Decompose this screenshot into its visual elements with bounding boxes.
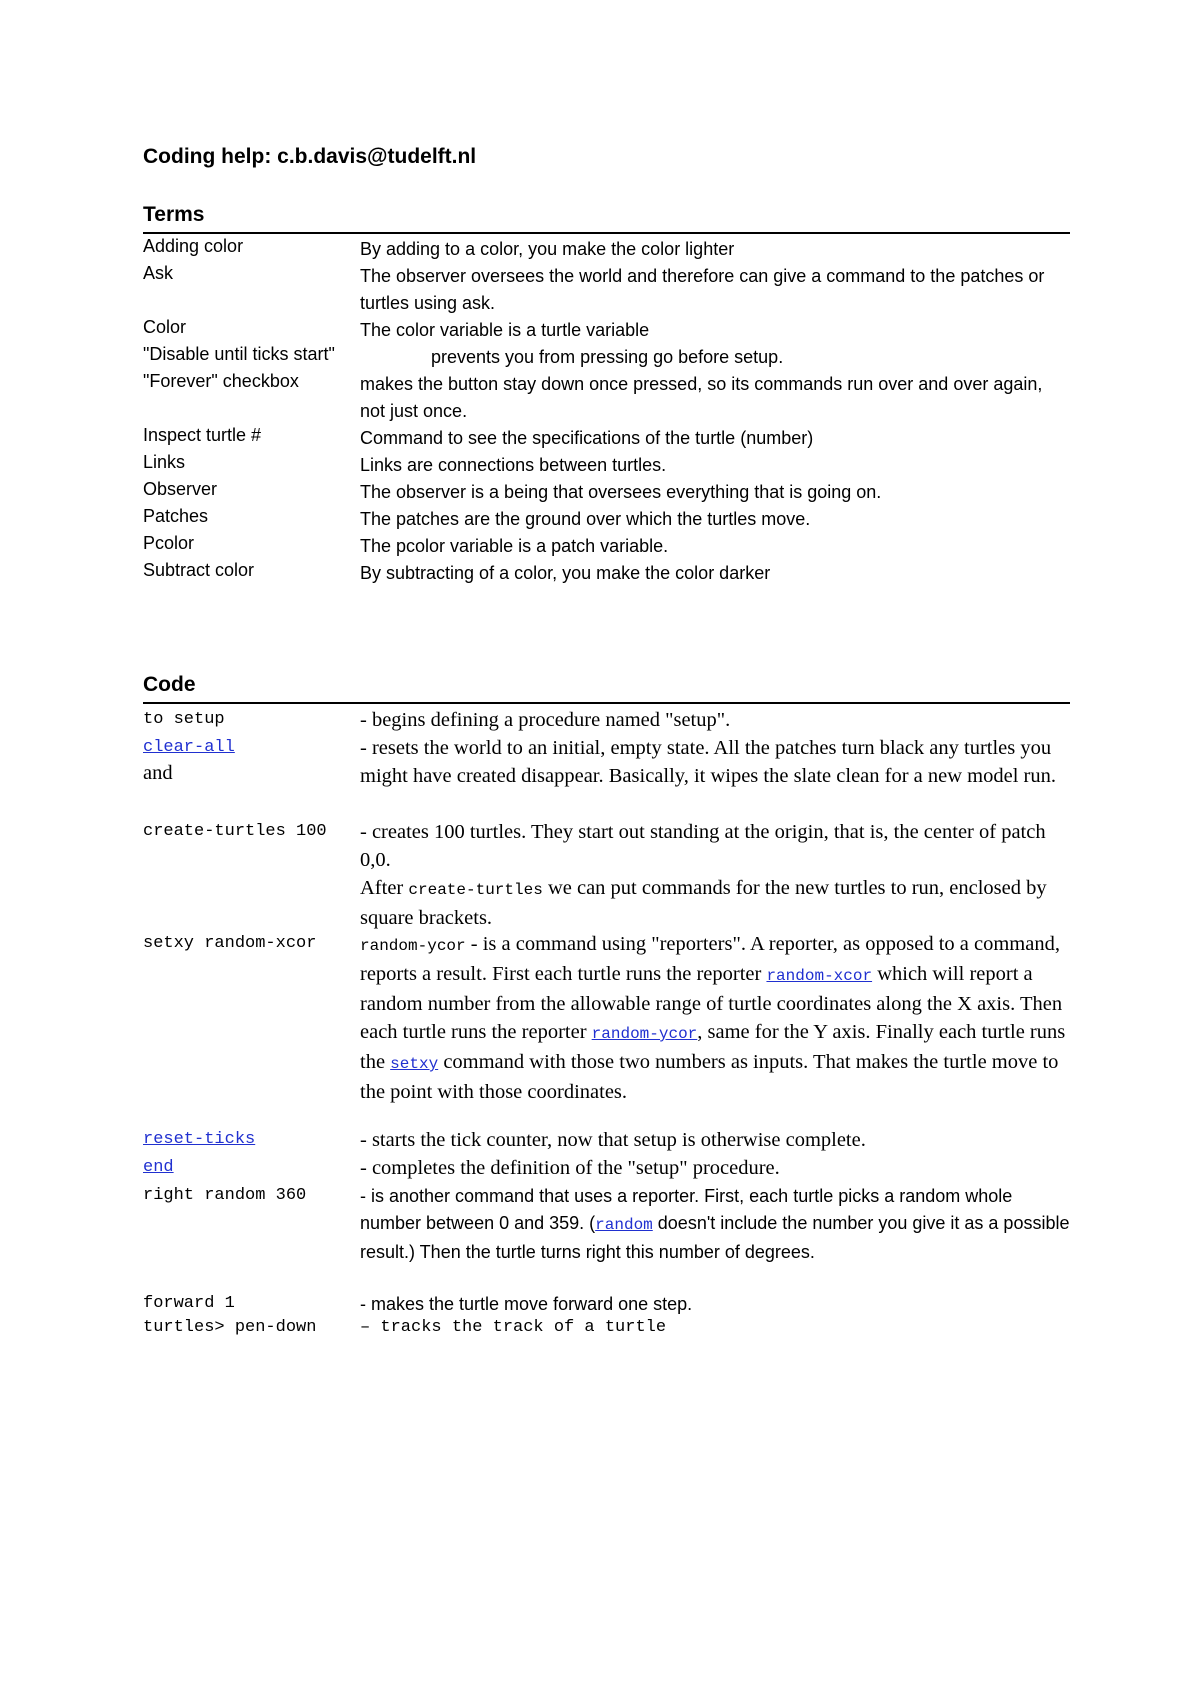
code-snippet: forward 1	[143, 1294, 235, 1313]
term-label: "Forever" checkbox	[143, 371, 299, 391]
term-label: Links	[143, 452, 186, 472]
code-snippet: create-turtles 100	[143, 822, 327, 841]
code-text: which will report a random number from the allowable range of turtle coordinates along the X axis. Then each turtle runs the reporter	[360, 963, 1063, 1043]
reset-ticks-link[interactable]: reset-ticks	[143, 1130, 256, 1149]
term-label: Color	[143, 317, 187, 337]
code-description: - begins defining a procedure named "setup".	[360, 709, 731, 731]
term-description: The patches are the ground over which the turtles move.	[360, 509, 811, 529]
inline-code: create-turtles	[408, 881, 543, 899]
term-description: The observer oversees the world and therefore can give a command to the patches or turtles using ask.	[360, 266, 1045, 313]
term-label: Subtract color	[143, 560, 255, 580]
term-label: Ask	[143, 263, 174, 283]
code-title: Code	[143, 673, 196, 696]
term-description: The color variable is a turtle variable	[360, 320, 650, 340]
clear-all-link[interactable]: clear-all	[143, 738, 235, 757]
inline-code: random-ycor	[360, 937, 466, 955]
code-text: - is another command that uses a reporter. First, each turtle picks a random whole number between 0 and 359. (	[360, 1186, 1013, 1233]
code-snippet: and	[143, 762, 173, 784]
code-description	[360, 930, 1072, 1106]
code-description: - starts the tick counter, now that setup is otherwise complete.	[360, 1129, 866, 1151]
page-heading: Coding help: c.b.davis@tudelft.nl	[143, 145, 477, 168]
term-description: Command to see the specifications of the turtle (number)	[360, 428, 814, 448]
code-text: doesn't include the number you give it as a possible result.) Then the turtle turns right this number of degrees.	[360, 1213, 1070, 1262]
code-description: - makes the turtle move forward one step.	[360, 1294, 693, 1314]
term-description: By adding to a color, you make the color lighter	[360, 239, 735, 259]
code-divider	[143, 702, 1070, 704]
code-description	[360, 874, 1072, 932]
code-description: – tracks the track of a turtle	[360, 1318, 667, 1337]
term-description: The pcolor variable is a patch variable.	[360, 536, 669, 556]
code-description: - resets the world to an initial, empty state. All the patches turn black any turtles you might have created disappear. Basically, it wipes the slate clean for a new model run.	[360, 737, 1056, 787]
code-text: After	[360, 877, 409, 899]
term-description: The observer is a being that oversees everything that is going on.	[360, 482, 882, 502]
code-snippet: setxy random-xcor	[143, 934, 317, 953]
term-description: makes the button stay down once pressed, so its commands run over and over again, not just once.	[360, 374, 1043, 421]
term-label: Pcolor	[143, 533, 195, 553]
code-text: command with those two numbers as inputs. That makes the turtle move to the point with those coordinates.	[360, 1051, 1059, 1103]
term-label: Adding color	[143, 236, 244, 256]
term-description: prevents you from pressing go before setup.	[431, 347, 784, 367]
code-description: - completes the definition of the "setup" procedure.	[360, 1157, 780, 1179]
end-link[interactable]: end	[143, 1158, 174, 1177]
term-label: "Disable until ticks start"	[143, 344, 335, 364]
random-ycor-link[interactable]: random-ycor	[591, 1025, 698, 1043]
term-label: Inspect turtle #	[143, 425, 262, 445]
random-link[interactable]: random	[595, 1216, 653, 1234]
terms-title: Terms	[143, 203, 205, 226]
term-description: Links are connections between turtles.	[360, 455, 667, 475]
term-label: Patches	[143, 506, 209, 526]
code-text: we can put commands for the new turtles to run, enclosed by square brackets.	[360, 877, 1047, 929]
code-snippet: right random 360	[143, 1186, 307, 1205]
code-snippet: turtles> pen-down	[143, 1318, 317, 1337]
term-description: By subtracting of a color, you make the color darker	[360, 563, 771, 583]
setxy-link[interactable]: setxy	[390, 1055, 439, 1073]
code-snippet: to setup	[143, 710, 225, 729]
code-description	[360, 1183, 1072, 1266]
term-label: Observer	[143, 479, 218, 499]
code-description: - creates 100 turtles. They start out standing at the origin, that is, the center of patch 0,0.	[360, 821, 1046, 871]
random-xcor-link[interactable]: random-xcor	[766, 967, 873, 985]
code-text: , same for the Y axis. Finally each turtle runs the	[360, 1021, 1066, 1073]
code-text: - is a command using "reporters". A reporter, as opposed to a command, reports a result. First each turtle runs the reporter	[360, 933, 1060, 985]
terms-divider	[143, 232, 1070, 234]
